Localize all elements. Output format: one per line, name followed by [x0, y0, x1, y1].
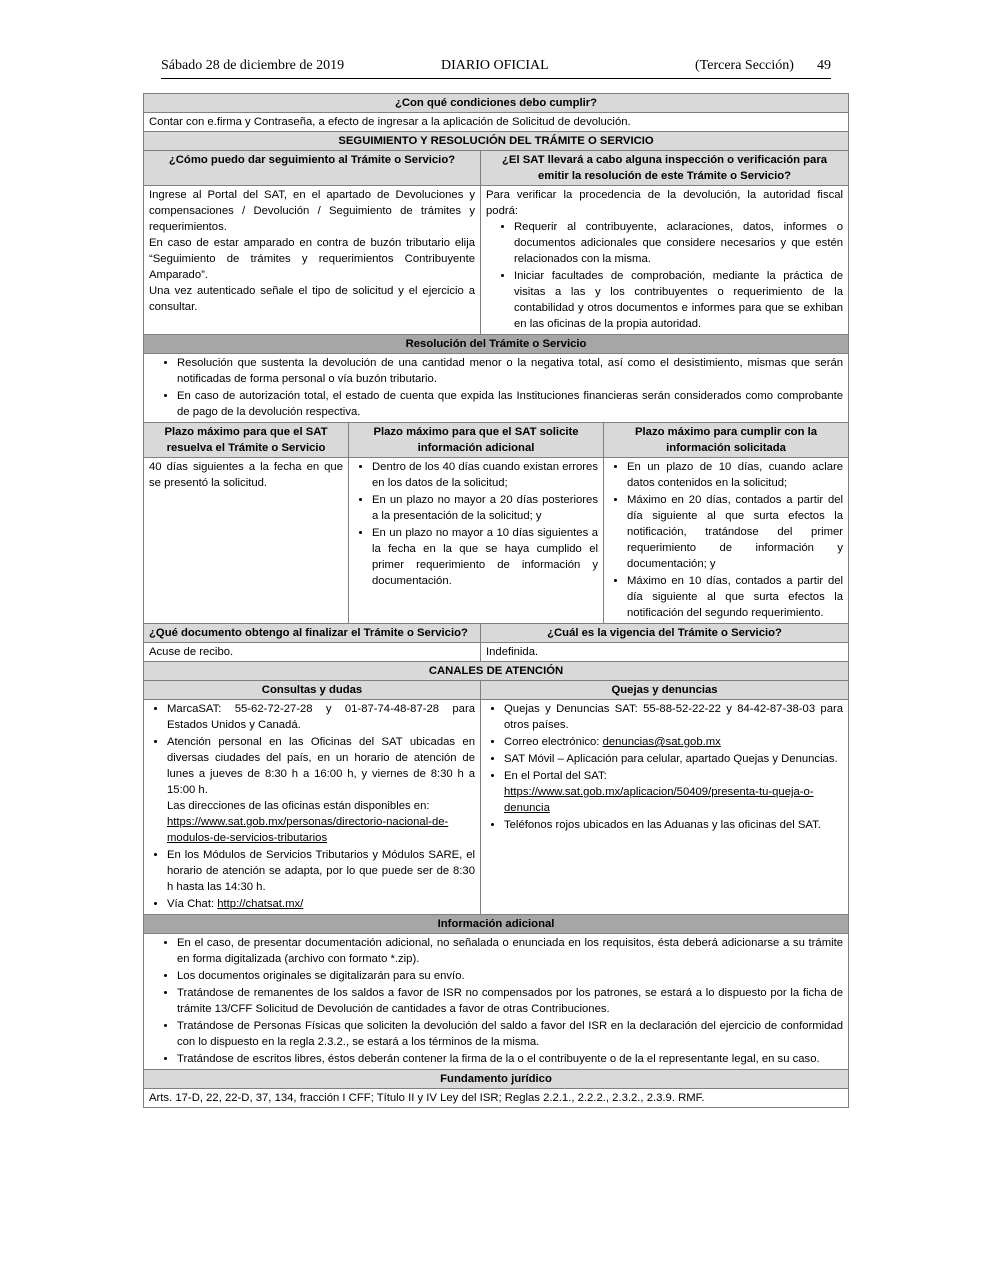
list-item: • En un plazo de 10 días, cuando aclare datos contenidos en la solicitud; — [627, 459, 843, 491]
list-item: • En un plazo no mayor a 20 días posteriores a la presentación de la solicitud; y — [372, 492, 598, 524]
deadline-comply-list — [609, 459, 843, 621]
list-item: • En el caso, de presentar documentación adicional, no señalada o enunciada en los requisitos, ésta deberá adicionarse a su trámite en forma digitalizada (archivo con formato *.zip). — [177, 935, 843, 967]
deadline-resolve-text: 40 días siguientes a la fecha en que se presentó la solicitud. — [144, 458, 349, 624]
deadline-request-title: Plazo máximo para que el SAT solicite información adicional — [349, 423, 604, 458]
office-directory-text: Las direcciones de las oficinas están disponibles en: — [167, 800, 430, 812]
quejas-list — [486, 701, 843, 833]
conditions-title: ¿Con qué condiciones debo cumplir? — [144, 94, 849, 113]
header-rule — [161, 78, 831, 79]
list-item: • En un plazo no mayor a 10 días siguientes a la fecha en la que se haya cumplido el primer requerimiento de información y documentación. — [372, 525, 598, 589]
deadline-resolve-title: Plazo máximo para que el SAT resuelva el Trámite o Servicio — [144, 423, 349, 458]
list-item: • Requerir al contribuyente, aclaraciones, datos, informes o documentos adicionales que considere necesarios y que estén relacionados con la misma. — [514, 219, 843, 267]
consultas-content — [144, 700, 481, 915]
document-answer: Acuse de recibo. — [144, 643, 481, 662]
list-item: • Teléfonos rojos ubicados en las Aduanas y las oficinas del SAT. — [504, 817, 843, 833]
quejas-title: Quejas y denuncias — [481, 681, 849, 700]
list-item: • Los documentos originales se digitalizarán para su envío. — [177, 968, 843, 984]
resolution-title: Resolución del Trámite o Servicio — [144, 335, 849, 354]
header-section: (Tercera Sección) — [695, 58, 794, 73]
additional-content — [144, 934, 849, 1070]
chat-link[interactable]: http://chatsat.mx/ — [217, 898, 304, 910]
procedure-table — [143, 93, 849, 1108]
list-item: • Iniciar facultades de comprobación, mediante la práctica de visitas a las y los contribuyentes o requerimiento de la contabilidad y otros documentos e informes para que se exhiban en las oficinas de la propia autoridad. — [514, 268, 843, 332]
followup-paragraph: En caso de estar amparado en contra de buzón tributario elija “Seguimiento de trámites y requerimientos Contribuyente Amparado”. — [149, 237, 475, 281]
list-item: • MarcaSAT: 55-62-72-27-28 y 01-87-74-48-87-28 para Estados Unidos y Canadá. — [167, 701, 475, 733]
validity-question: ¿Cuál es la vigencia del Trámite o Servicio? — [481, 624, 849, 643]
deadline-comply-title: Plazo máximo para cumplir con la información solicitada — [604, 423, 849, 458]
legal-text: Arts. 17-D, 22, 22-D, 37, 134, fracción I CFF; Título II y IV Ley del ISR; Reglas 2.2.1., 2.2.2., 2.3.2., 2.3.9. RMF. — [144, 1089, 849, 1108]
list-item: • Quejas y Denuncias SAT: 55-88-52-22-22 y 84-42-87-38-03 para otros países. — [504, 701, 843, 733]
resolution-content — [144, 354, 849, 423]
deadline-request-content — [349, 458, 604, 624]
header-publication: DIARIO OFICIAL — [441, 58, 549, 73]
list-item: • Dentro de los 40 días cuando existan errores en los datos de la solicitud; — [372, 459, 598, 491]
followup-question-left: ¿Cómo puedo dar seguimiento al Trámite o Servicio? — [144, 151, 481, 186]
followup-paragraph: Ingrese al Portal del SAT, en el apartado de Devoluciones y compensaciones / Devolución / Seguimiento de trámites y requerimientos. — [149, 189, 475, 233]
validity-answer: Indefinida. — [481, 643, 849, 662]
deadline-request-list — [354, 459, 598, 589]
list-item: • Resolución que sustenta la devolución de una cantidad menor o la negativa total, así como el desistimiento, mismas que serán notificadas de forma personal o vía buzón tributario. — [177, 355, 843, 387]
quejas-content — [481, 700, 849, 915]
deadline-comply-content — [604, 458, 849, 624]
channels-title: CANALES DE ATENCIÓN — [144, 662, 849, 681]
office-directory-link[interactable]: https://www.sat.gob.mx/personas/directorio-nacional-de-modulos-de-servicios-tributarios — [167, 816, 449, 844]
legal-title: Fundamento jurídico — [144, 1070, 849, 1089]
header-page-number: 49 — [817, 58, 831, 73]
list-item: • Máximo en 10 días, contados a partir del día siguiente al que surta efectos la notificación del segundo requerimiento. — [627, 573, 843, 621]
consultas-title: Consultas y dudas — [144, 681, 481, 700]
additional-list — [149, 935, 843, 1067]
conditions-text: Contar con e.firma y Contraseña, a efecto de ingresar a la aplicación de Solicitud de devolución. — [144, 113, 849, 132]
list-item: • Tratándose de remanentes de los saldos a favor de ISR no compensados por los patrones, se estará a lo dispuesto por la ficha de trámite 13/CFF Solicitud de Devolución de cantidades a favor de otras Contribuciones. — [177, 985, 843, 1017]
followup-answer-left — [144, 186, 481, 335]
consultas-list — [149, 701, 475, 912]
followup-answer-right — [481, 186, 849, 335]
portal-label: • En el Portal del SAT: — [504, 770, 607, 782]
page-header — [161, 58, 831, 76]
list-item: • SAT Móvil – Aplicación para celular, apartado Quejas y Denuncias. — [504, 751, 843, 767]
email-label: Correo electrónico: — [504, 736, 603, 748]
verification-intro: Para verificar la procedencia de la devolución, la autoridad fiscal podrá: — [486, 189, 844, 217]
list-item: • Tratándose de Personas Físicas que soliciten la devolución del saldo a favor del ISR en la declaración del ejercicio de conformidad con lo dispuesto en la regla 2.3.2., se estará a los términos de la misma. — [177, 1018, 843, 1050]
chat-label: Vía Chat: — [167, 898, 218, 910]
complaint-link[interactable]: https://www.sat.gob.mx/aplicacion/50409/presenta-tu-queja-o-denuncia — [504, 786, 814, 814]
list-item — [504, 768, 843, 816]
list-item: • En caso de autorización total, el estado de cuenta que expida las Instituciones financieras serán considerados como comprobante de pago de la devolución respectiva. — [177, 388, 843, 420]
list-item — [167, 734, 475, 846]
email-link[interactable]: denuncias@sat.gob.mx — [602, 736, 721, 748]
list-item: • En los Módulos de Servicios Tributarios y Módulos SARE, el horario de atención se adapta, por lo que puede ser de 8:30 h hasta las 14:30 h. — [167, 847, 475, 895]
resolution-list — [149, 355, 843, 420]
additional-title: Información adicional — [144, 915, 849, 934]
list-item: • Tratándose de escritos libres, éstos deberán contener la firma de la o el contribuyente o de la el representante legal, en su caso. — [177, 1051, 843, 1067]
header-date: Sábado 28 de diciembre de 2019 — [161, 58, 345, 73]
document-question: ¿Qué documento obtengo al finalizar el Trámite o Servicio? — [144, 624, 481, 643]
followup-title: SEGUIMIENTO Y RESOLUCIÓN DEL TRÁMITE O SERVICIO — [144, 132, 849, 151]
followup-paragraph: Una vez autenticado señale el tipo de solicitud y el ejercicio a consultar. — [149, 285, 475, 313]
office-hours-text: Atención personal en las Oficinas del SAT ubicadas en diversas ciudades del país, en un horario de atención de lunes a jueves de 8:30 h a 16:00 h, y viernes de 8:30 h a 15:00 h. — [167, 736, 475, 796]
list-item: • Máximo en 20 días, contados a partir del día siguiente al que surta efectos la notificación, tratándose del primer requerimiento de información y documentación; y — [627, 492, 843, 572]
list-item — [504, 734, 843, 750]
list-item — [167, 896, 475, 912]
verification-list — [486, 219, 843, 332]
followup-question-right: ¿El SAT llevará a cabo alguna inspección o verificación para emitir la resolución de este Trámite o Servicio? — [481, 151, 849, 186]
